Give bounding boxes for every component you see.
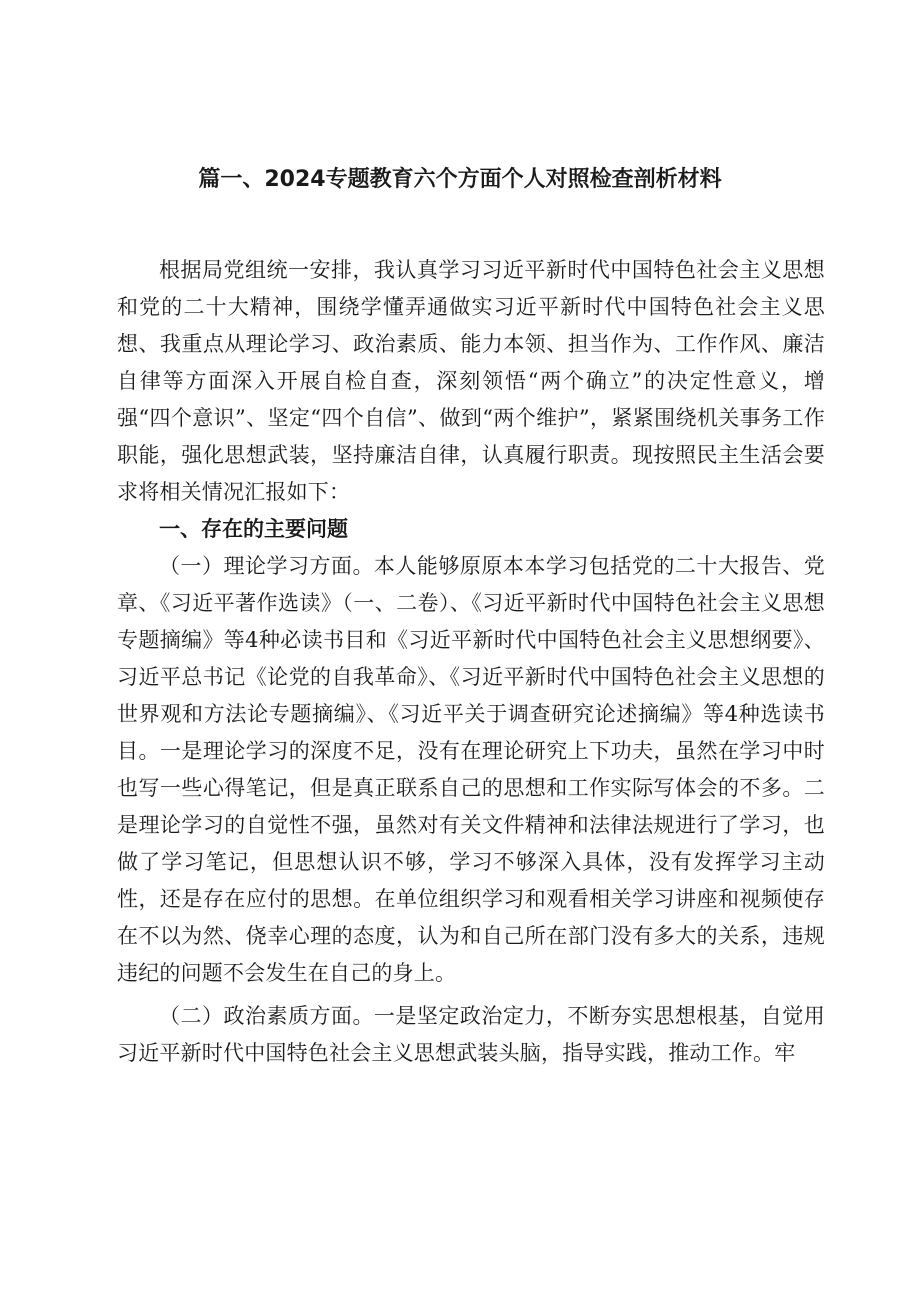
political-quality-paragraph: （二）政治素质方面。一是坚定政治定力，不断夯实思想根基，自觉用习近平新时代中国特色社会主义思想武装头脑，指导实践，推动工作。牢 [117,1004,825,1065]
section-heading-main-problems: 一、存在的主要问题 [159,517,348,541]
intro-paragraph: 根据局党组统一安排，我认真学习习近平新时代中国特色社会主义思想和党的二十大精神，围绕学懂弄通做实习近平新时代中国特色社会主义思想、我重点从理论学习、政治素质、能力本领、担当作为、工作作风、廉洁自律等方面深入开展自检自查，深刻领悟“两个确立”的决定性意义，增强“四个意识”、坚定“四个自信”、做到“两个维护”，紧紧围绕机关事务工作职能，强化思想武装，坚持廉洁自律，认真履行职责。现按照民主生活会要求将相关情况汇报如下： [117,258,825,504]
theory-study-paragraph: （一）理论学习方面。本人能够原原本本学习包括党的二十大报告、党章、《习近平著作选读》（一、二卷）、《习近平新时代中国特色社会主义思想专题摘编》等4种必读书目和《习近平新时代中国特色社会主义思想纲要》、习近平总书记《论党的自我革命》、《习近平新时代中国特色社会主义思想的世界观和方法论专题摘编》、《习近平关于调查研究论述摘编》等4种选读书目。一是理论学习的深度不足，没有在理论研究上下功夫，虽然在学习中时也写一些心得笔记，但是真正联系自己的思想和工作实际写体会的不多。二是理论学习的自觉性不强，虽然对有关文件精神和法律法规进行了学习，也做了学习笔记，但思想认识不够，学习不够深入具体，没有发挥学习主动性，还是存在应付的思想。在单位组织学习和观看相关学习讲座和视频使存在不以为然、侥幸心理的态度，认为和自己所在部门没有多大的关系，违规违纪的问题不会发生在自己的身上。 [117,554,825,985]
document-title: 篇一、2024专题教育六个方面个人对照检查剖析材料 [198,167,722,192]
document-body [117,252,825,1072]
